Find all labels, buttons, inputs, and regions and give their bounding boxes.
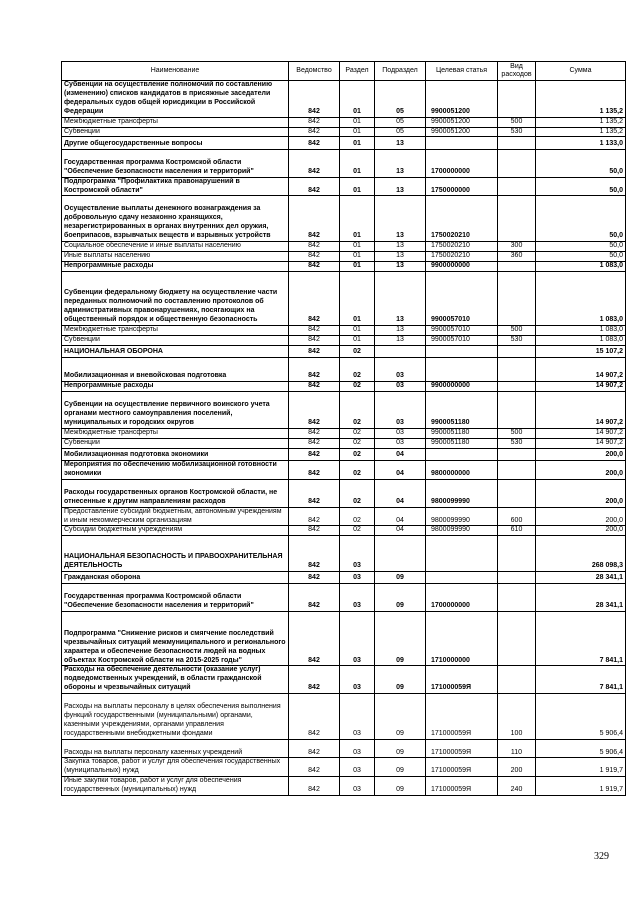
header-row [62,62,626,81]
cell-dept: 842 [289,127,340,137]
cell-article: 9800099990 [426,526,498,536]
cell-section: 03 [340,571,375,584]
cell-section: 01 [340,271,375,325]
table-row [62,177,626,196]
cell-dept: 842 [289,448,340,461]
table-row [62,241,626,251]
cell-exptype: 300 [498,241,536,251]
cell-section: 01 [340,326,375,336]
cell-dept: 842 [289,758,340,777]
cell-sum: 1 135,2 [536,117,626,127]
cell-section: 01 [340,149,375,177]
cell-name: Иные выплаты населению [62,251,289,261]
cell-section: 02 [340,507,375,526]
cell-section: 03 [340,612,375,666]
table-row [62,536,626,572]
table-row [62,251,626,261]
cell-section: 01 [340,117,375,127]
cell-subsection [375,536,426,572]
table-row [62,392,626,429]
table-row [62,117,626,127]
cell-sum: 28 341,1 [536,571,626,584]
table-row [62,666,626,694]
cell-name: Мобилизационная и вневойсковая подготовка [62,358,289,382]
cell-subsection: 03 [375,392,426,429]
cell-article: 9900051180 [426,438,498,448]
cell-dept: 842 [289,777,340,796]
cell-subsection: 04 [375,448,426,461]
cell-section: 03 [340,694,375,740]
cell-article [426,448,498,461]
cell-section: 01 [340,251,375,261]
cell-name: Подпрограмма "Профилактика правонарушений в Костромской области" [62,177,289,196]
cell-subsection: 13 [375,271,426,325]
table-row [62,571,626,584]
cell-subsection: 09 [375,584,426,612]
cell-exptype: 500 [498,326,536,336]
cell-article: 9800000000 [426,461,498,480]
cell-name: Закупка товаров, работ и услуг для обеспечения государственных (муниципальных) нужд [62,758,289,777]
cell-subsection: 03 [375,358,426,382]
header-sum: Сумма [536,62,626,81]
cell-exptype: 610 [498,526,536,536]
cell-exptype [498,358,536,382]
cell-article: 9900051180 [426,428,498,438]
cell-article: 9900000000 [426,382,498,392]
cell-dept: 842 [289,438,340,448]
cell-dept: 842 [289,345,340,358]
cell-article: 171000059Я [426,694,498,740]
cell-sum: 200,0 [536,448,626,461]
cell-dept: 842 [289,81,340,118]
cell-subsection: 05 [375,127,426,137]
cell-dept: 842 [289,382,340,392]
cell-subsection: 13 [375,251,426,261]
table-row [62,758,626,777]
cell-exptype: 500 [498,428,536,438]
cell-article: 9900051200 [426,117,498,127]
cell-dept: 842 [289,666,340,694]
cell-sum: 28 341,1 [536,584,626,612]
cell-article: 1750020210 [426,251,498,261]
cell-section: 01 [340,81,375,118]
cell-name: Предоставление субсидий бюджетным, автономным учреждениям и иным некоммерческим организациям [62,507,289,526]
header-subsection: Подраздел [375,62,426,81]
cell-dept: 842 [289,358,340,382]
header-dept: Ведомство [289,62,340,81]
table-row [62,479,626,507]
cell-dept: 842 [289,117,340,127]
cell-section: 01 [340,241,375,251]
cell-sum: 50,0 [536,149,626,177]
cell-exptype: 100 [498,694,536,740]
table-row [62,149,626,177]
cell-exptype: 530 [498,335,536,345]
cell-section: 03 [340,739,375,758]
cell-name: Непрограммные расходы [62,261,289,271]
cell-exptype: 530 [498,438,536,448]
page-number: 329 [594,851,609,862]
header-exptype: Вид расходов [498,62,536,81]
cell-name: Субвенции на осуществление полномочий по составлению (изменению) списков кандидатов в присяжные заседатели федеральных судов общей юрисдикции в Российской Федерации [62,81,289,118]
cell-name: Другие общегосударственные вопросы [62,137,289,150]
cell-exptype [498,461,536,480]
cell-dept: 842 [289,335,340,345]
cell-sum: 200,0 [536,526,626,536]
cell-section: 02 [340,479,375,507]
cell-dept: 842 [289,149,340,177]
cell-sum: 14 907,2 [536,428,626,438]
cell-sum: 1 083,0 [536,271,626,325]
cell-article: 171000059Я [426,758,498,777]
cell-exptype: 500 [498,117,536,127]
cell-dept: 842 [289,479,340,507]
cell-name: Государственная программа Костромской области "Обеспечение безопасности населения и территорий" [62,149,289,177]
cell-exptype: 240 [498,777,536,796]
cell-subsection: 05 [375,117,426,127]
cell-subsection: 09 [375,694,426,740]
cell-subsection: 13 [375,177,426,196]
cell-sum: 14 907,2 [536,382,626,392]
cell-subsection: 09 [375,739,426,758]
cell-dept: 842 [289,196,340,242]
cell-name: Расходы на выплаты персоналу казенных учреждений [62,739,289,758]
cell-article: 1700000000 [426,584,498,612]
cell-exptype [498,196,536,242]
cell-subsection: 09 [375,571,426,584]
cell-subsection: 13 [375,196,426,242]
cell-section: 03 [340,536,375,572]
cell-sum: 1 135,2 [536,127,626,137]
cell-article: 171000059Я [426,739,498,758]
cell-section: 01 [340,127,375,137]
cell-dept: 842 [289,612,340,666]
table-body [62,81,626,796]
cell-dept: 842 [289,428,340,438]
cell-article: 1750020210 [426,241,498,251]
cell-section: 03 [340,777,375,796]
cell-sum: 14 907,2 [536,438,626,448]
cell-section: 03 [340,584,375,612]
cell-dept: 842 [289,507,340,526]
cell-sum: 5 906,4 [536,694,626,740]
cell-dept: 842 [289,584,340,612]
cell-name: Субсидии бюджетным учреждениям [62,526,289,536]
cell-sum: 14 907,2 [536,358,626,382]
cell-dept: 842 [289,536,340,572]
cell-section: 01 [340,261,375,271]
cell-section: 02 [340,358,375,382]
cell-dept: 842 [289,571,340,584]
cell-section: 01 [340,335,375,345]
cell-name: НАЦИОНАЛЬНАЯ БЕЗОПАСНОСТЬ И ПРАВООХРАНИТЕЛЬНАЯ ДЕЯТЕЛЬНОСТЬ [62,536,289,572]
cell-subsection: 03 [375,382,426,392]
cell-exptype [498,479,536,507]
cell-name: Межбюджетные трансферты [62,428,289,438]
cell-name: Субвенции на осуществление первичного воинского учета органами местного самоуправления поселений, муниципальных и городских округов [62,392,289,429]
cell-name: Расходы государственных органов Костромской области, не отнесенные к другим направлениям расходов [62,479,289,507]
cell-exptype: 530 [498,127,536,137]
table-row [62,438,626,448]
table-row [62,137,626,150]
cell-name: Расходы на обеспечение деятельности (оказание услуг) подведомственных учреждений, в области гражданской обороны и чрезвычайных ситуаций [62,666,289,694]
cell-section: 02 [340,448,375,461]
cell-section: 02 [340,392,375,429]
cell-article: 1750020210 [426,196,498,242]
cell-sum: 1 919,7 [536,758,626,777]
cell-section: 03 [340,666,375,694]
cell-article [426,571,498,584]
cell-exptype: 200 [498,758,536,777]
cell-sum: 1 083,0 [536,335,626,345]
header-article: Целевая статья [426,62,498,81]
cell-section: 01 [340,196,375,242]
cell-name: Осуществление выплаты денежного вознаграждения за добровольную сдачу незаконно хранящихся, незарегистрированных в органах внутренних дел оружия, боеприпасов, взрывчатых веществ и взрывных устройств [62,196,289,242]
cell-sum: 1 919,7 [536,777,626,796]
header-section: Раздел [340,62,375,81]
cell-dept: 842 [289,137,340,150]
cell-section: 03 [340,758,375,777]
cell-subsection: 13 [375,149,426,177]
cell-subsection: 04 [375,461,426,480]
cell-name: Расходы на выплаты персоналу в целях обеспечения выполнения функций государственными (муниципальными) органами, казенными учреждениями, органами управления государственными внебюджетными фондами [62,694,289,740]
table-row [62,196,626,242]
table-row [62,584,626,612]
cell-article [426,345,498,358]
cell-dept: 842 [289,251,340,261]
cell-article: 9800099990 [426,479,498,507]
table-row [62,335,626,345]
cell-name: Субвенции [62,127,289,137]
cell-name: Мобилизационная подготовка экономики [62,448,289,461]
cell-sum: 7 841,1 [536,612,626,666]
table-row [62,461,626,480]
cell-article: 1750000000 [426,177,498,196]
cell-exptype: 110 [498,739,536,758]
cell-subsection: 13 [375,335,426,345]
cell-subsection: 13 [375,326,426,336]
cell-sum: 268 098,3 [536,536,626,572]
cell-exptype [498,137,536,150]
cell-section: 01 [340,177,375,196]
cell-name: НАЦИОНАЛЬНАЯ ОБОРОНА [62,345,289,358]
cell-name: Иные закупки товаров, работ и услуг для обеспечения государственных (муниципальных) нужд [62,777,289,796]
cell-section: 02 [340,345,375,358]
cell-article: 9900057010 [426,326,498,336]
cell-dept: 842 [289,177,340,196]
cell-section: 02 [340,428,375,438]
cell-subsection [375,345,426,358]
table-row [62,358,626,382]
table-row [62,448,626,461]
cell-dept: 842 [289,271,340,325]
cell-exptype: 600 [498,507,536,526]
cell-sum: 50,0 [536,177,626,196]
cell-sum: 1 083,0 [536,261,626,271]
cell-subsection: 13 [375,137,426,150]
cell-exptype [498,571,536,584]
cell-dept: 842 [289,461,340,480]
cell-subsection: 03 [375,438,426,448]
cell-name: Непрограммные расходы [62,382,289,392]
cell-dept: 842 [289,261,340,271]
cell-sum: 200,0 [536,479,626,507]
table-row [62,507,626,526]
cell-article: 171000059Я [426,666,498,694]
cell-name: Гражданская оборона [62,571,289,584]
cell-exptype [498,536,536,572]
cell-exptype [498,345,536,358]
cell-name: Социальное обеспечение и иные выплаты населению [62,241,289,251]
cell-article: 171000059Я [426,777,498,796]
table-row [62,382,626,392]
table-row [62,326,626,336]
cell-article: 9800099990 [426,507,498,526]
cell-article: 9900057010 [426,271,498,325]
cell-article: 1710000000 [426,612,498,666]
cell-subsection: 04 [375,479,426,507]
cell-article [426,536,498,572]
cell-sum: 5 906,4 [536,739,626,758]
table-row [62,345,626,358]
cell-sum: 50,0 [536,251,626,261]
header-name: Наименование [62,62,289,81]
cell-section: 01 [340,137,375,150]
cell-section: 02 [340,438,375,448]
table-row [62,526,626,536]
cell-article [426,358,498,382]
cell-dept: 842 [289,326,340,336]
cell-subsection: 09 [375,777,426,796]
cell-sum: 200,0 [536,507,626,526]
cell-article: 9900057010 [426,335,498,345]
table-row [62,261,626,271]
cell-name: Субвенции [62,335,289,345]
cell-exptype [498,382,536,392]
cell-exptype [498,149,536,177]
cell-section: 02 [340,461,375,480]
cell-dept: 842 [289,739,340,758]
cell-dept: 842 [289,241,340,251]
cell-subsection: 13 [375,261,426,271]
table-row [62,271,626,325]
cell-exptype [498,612,536,666]
cell-exptype [498,81,536,118]
cell-dept: 842 [289,694,340,740]
cell-name: Субвенции федеральному бюджету на осуществление части переданных полномочий по составлению протоколов об административных правонарушениях, посягающих на общественный порядок и общественную безопасность [62,271,289,325]
cell-subsection: 09 [375,758,426,777]
cell-subsection: 05 [375,81,426,118]
table-row [62,739,626,758]
cell-name: Государственная программа Костромской области "Обеспечение безопасности населения и территорий" [62,584,289,612]
table-row [62,127,626,137]
cell-article [426,137,498,150]
cell-sum: 50,0 [536,196,626,242]
cell-exptype [498,261,536,271]
cell-subsection: 04 [375,526,426,536]
cell-article: 9900051180 [426,392,498,429]
cell-sum: 14 907,2 [536,392,626,429]
cell-section: 02 [340,526,375,536]
cell-subsection: 03 [375,428,426,438]
cell-exptype [498,584,536,612]
cell-article: 9900051200 [426,81,498,118]
cell-name: Межбюджетные трансферты [62,326,289,336]
cell-section: 02 [340,382,375,392]
cell-subsection: 09 [375,612,426,666]
cell-article: 9900051200 [426,127,498,137]
cell-exptype: 360 [498,251,536,261]
table-row [62,428,626,438]
cell-exptype [498,448,536,461]
cell-dept: 842 [289,526,340,536]
table-row [62,694,626,740]
cell-exptype [498,177,536,196]
cell-name: Подпрограмма "Снижение рисков и смягчение последствий чрезвычайных ситуаций межмуниципального и регионального характера и обеспечение безопасности людей на водных объектах Костромской области на 2015-2025 годы" [62,612,289,666]
cell-name: Субвенции [62,438,289,448]
cell-sum: 7 841,1 [536,666,626,694]
table-row [62,81,626,118]
cell-exptype [498,271,536,325]
cell-exptype [498,392,536,429]
cell-subsection: 09 [375,666,426,694]
cell-exptype [498,666,536,694]
cell-sum: 200,0 [536,461,626,480]
cell-name: Мероприятия по обеспечению мобилизационной готовности экономики [62,461,289,480]
table-row [62,777,626,796]
cell-sum: 1 133,0 [536,137,626,150]
cell-sum: 1 135,2 [536,81,626,118]
budget-table [61,61,626,796]
cell-sum: 50,0 [536,241,626,251]
cell-subsection: 04 [375,507,426,526]
cell-subsection: 13 [375,241,426,251]
cell-dept: 842 [289,392,340,429]
cell-article: 9900000000 [426,261,498,271]
cell-sum: 15 107,2 [536,345,626,358]
cell-name: Межбюджетные трансферты [62,117,289,127]
table-row [62,612,626,666]
cell-article: 1700000000 [426,149,498,177]
cell-sum: 1 083,0 [536,326,626,336]
